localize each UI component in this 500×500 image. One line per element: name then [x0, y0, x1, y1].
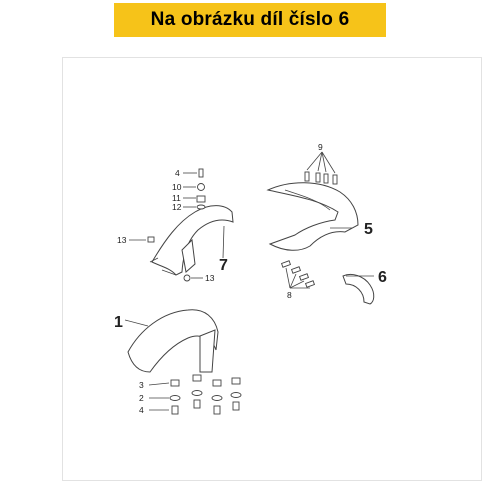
callout-5: 5 [364, 221, 373, 238]
front-fender-part [128, 310, 218, 372]
callout-4-bottom: 4 [139, 405, 144, 415]
callout-12: 12 [172, 202, 182, 212]
callout-1: 1 [114, 314, 123, 331]
callout-10: 10 [172, 182, 182, 192]
callout-9: 9 [318, 142, 323, 152]
callout-6: 6 [378, 269, 387, 286]
callout-3: 3 [139, 380, 144, 390]
callout-13-left: 13 [117, 235, 127, 245]
callout-2: 2 [139, 393, 144, 403]
screws-9 [305, 172, 337, 184]
screws-8 [282, 261, 315, 287]
banner-text: Na obrázku díl číslo 6 [150, 9, 350, 30]
callout-8: 8 [287, 290, 292, 300]
callout-11: 11 [172, 193, 181, 203]
hardware-rows-bottom [170, 375, 241, 414]
clip-part [343, 274, 374, 304]
callout-7: 7 [219, 257, 228, 274]
upper-cover-part [268, 183, 358, 251]
callout-13-right: 13 [205, 273, 215, 283]
hardware-stack-top [197, 169, 205, 209]
callout-4-top: 4 [175, 168, 180, 178]
